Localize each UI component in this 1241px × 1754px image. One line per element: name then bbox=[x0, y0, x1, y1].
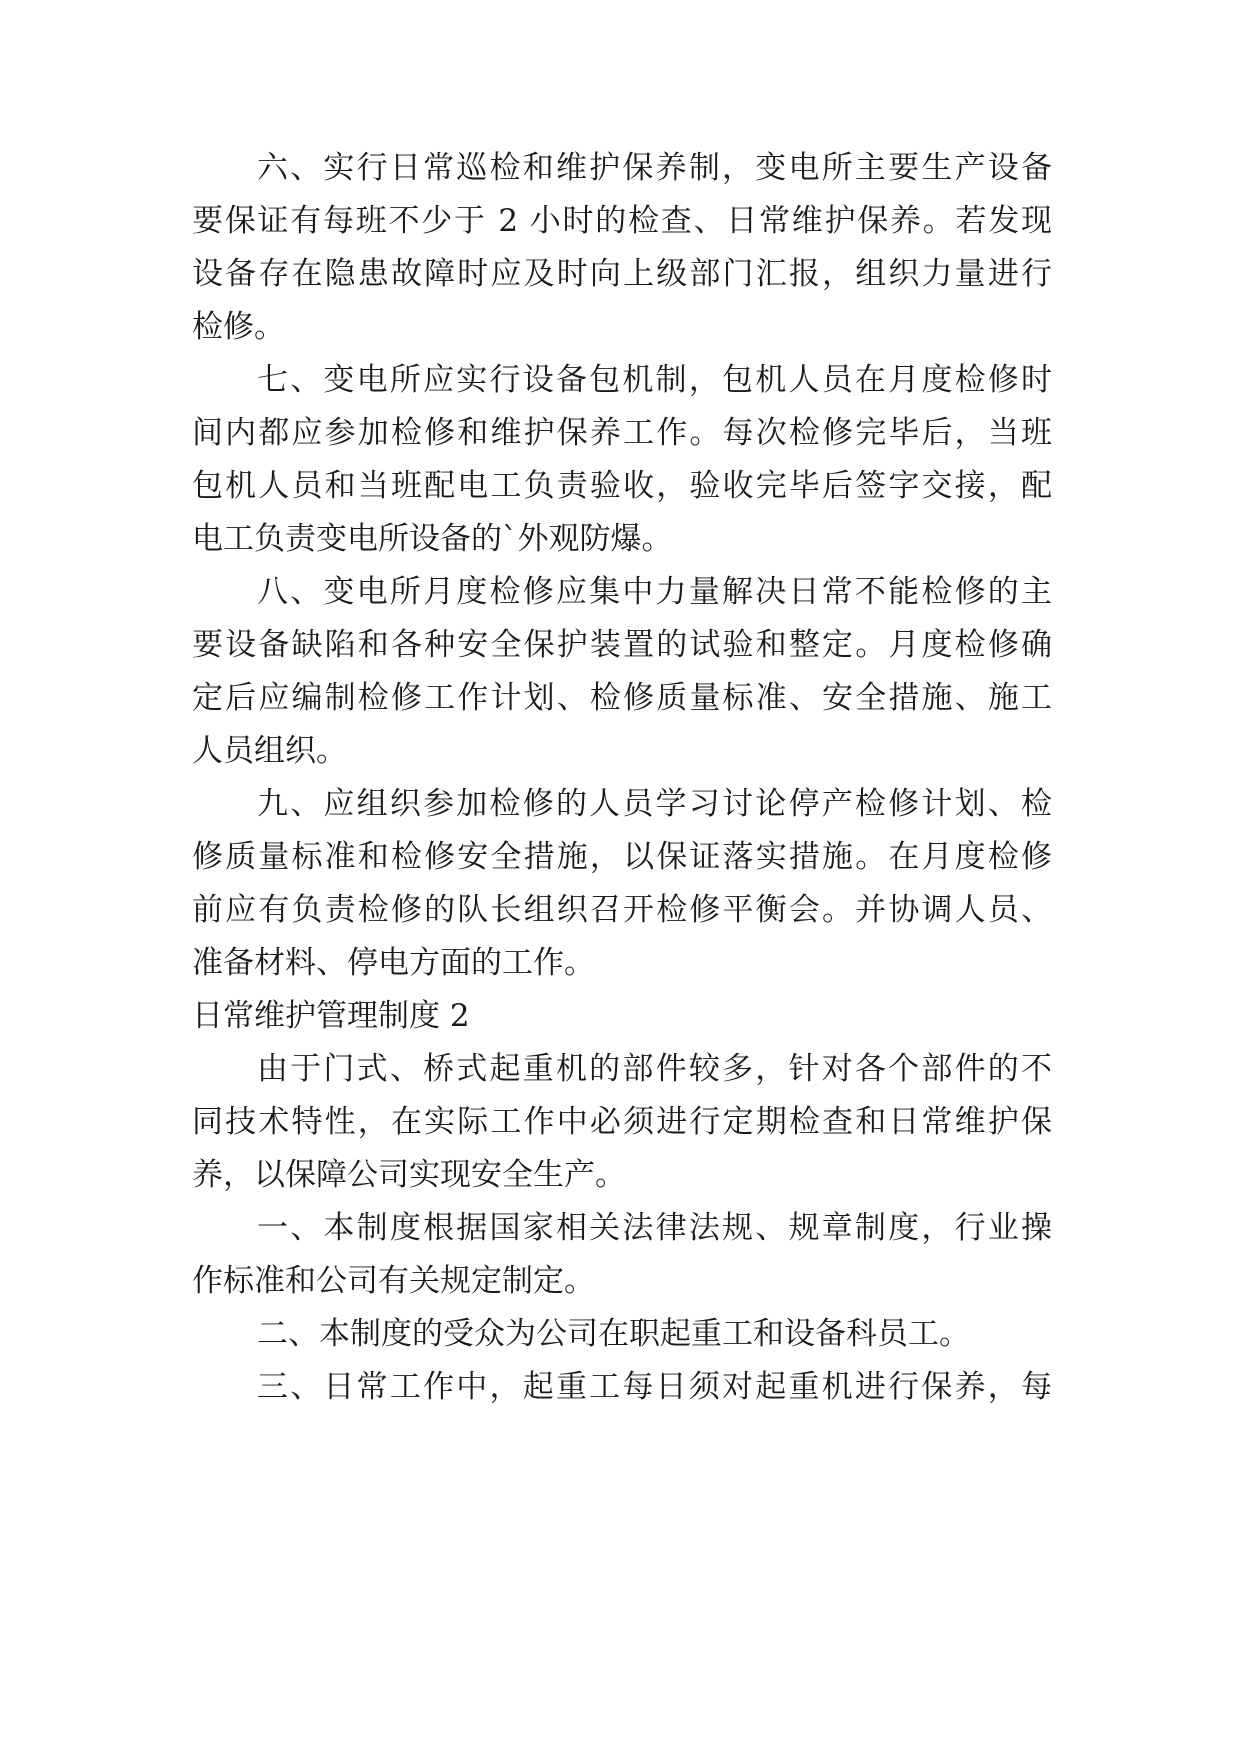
text-line: 电工负责变电所设备的`外观防爆。 bbox=[192, 521, 673, 557]
section-heading: 日常维护管理制度 2 bbox=[192, 998, 470, 1034]
text-line: 同技术特性，在实际工作中必须进行定期检查和日常维护保 bbox=[192, 1104, 1052, 1140]
text-line: 七、变电所应实行设备包机制，包机人员在月度检修时 bbox=[257, 362, 1052, 398]
text-line: 八、变电所月度检修应集中力量解决日常不能检修的主 bbox=[257, 574, 1052, 610]
text-line: 一、本制度根据国家相关法律法规、规章制度，行业操 bbox=[257, 1210, 1052, 1246]
text-line: 修质量标准和检修安全措施，以保证落实措施。在月度检修 bbox=[192, 839, 1052, 875]
text-line: 要设备缺陷和各种安全保护装置的试验和整定。月度检修确 bbox=[192, 627, 1052, 663]
text-line: 设备存在隐患故障时应及时向上级部门汇报，组织力量进行 bbox=[192, 256, 1052, 292]
text-line: 六、实行日常巡检和维护保养制，变电所主要生产设备 bbox=[257, 150, 1052, 186]
text-line: 养，以保障公司实现安全生产。 bbox=[192, 1157, 626, 1193]
text-line: 包机人员和当班配电工负责验收，验收完毕后签字交接，配 bbox=[192, 468, 1052, 504]
text-line: 由于门式、桥式起重机的部件较多，针对各个部件的不 bbox=[257, 1051, 1052, 1087]
text-line: 三、日常工作中，起重工每日须对起重机进行保养，每 bbox=[257, 1369, 1052, 1405]
text-line: 二、本制度的受众为公司在职起重工和设备科员工。 bbox=[257, 1316, 970, 1352]
text-line: 作标准和公司有关规定制定。 bbox=[192, 1263, 595, 1299]
text-line: 九、应组织参加检修的人员学习讨论停产检修计划、检 bbox=[257, 786, 1052, 822]
text-line: 要保证有每班不少于 2 小时的检查、日常维护保养。若发现 bbox=[192, 203, 1052, 239]
text-line: 检修。 bbox=[192, 309, 285, 345]
text-line: 前应有负责检修的队长组织召开检修平衡会。并协调人员、 bbox=[192, 892, 1052, 928]
text-line: 定后应编制检修工作计划、检修质量标准、安全措施、施工 bbox=[192, 680, 1052, 716]
text-line: 准备材料、停电方面的工作。 bbox=[192, 945, 595, 981]
text-line: 人员组织。 bbox=[192, 733, 347, 769]
text-line: 间内都应参加检修和维护保养工作。每次检修完毕后，当班 bbox=[192, 415, 1052, 451]
